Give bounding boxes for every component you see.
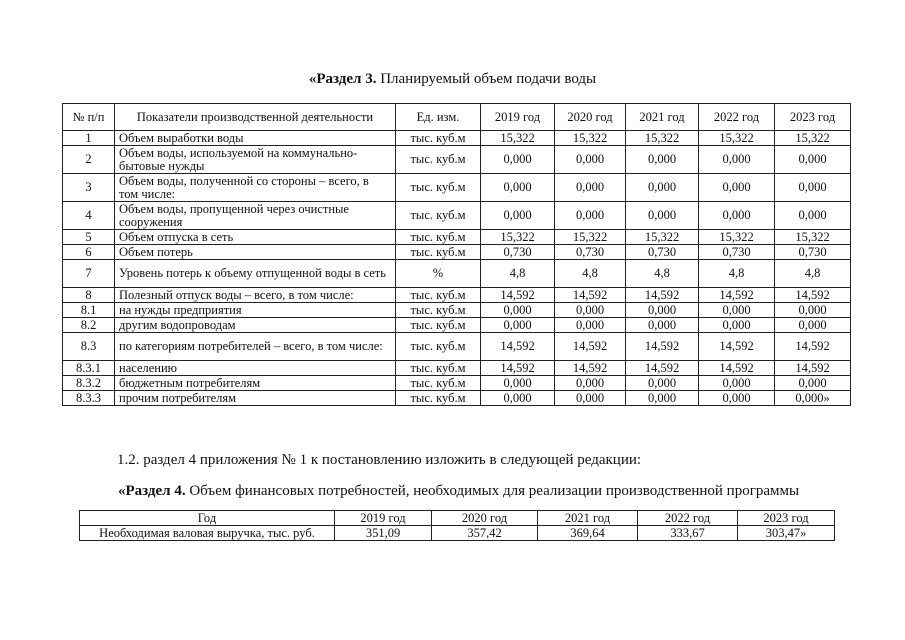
- table-row: [63, 260, 851, 288]
- section3-title-text: Планируемый объем подачи воды: [376, 71, 597, 87]
- row-value-2023: 0,000: [775, 318, 851, 333]
- value-2022: 333,67: [638, 526, 738, 541]
- row-value-2020: 0,000: [555, 146, 626, 174]
- value-2019: 351,09: [335, 526, 432, 541]
- table-header-row: [63, 104, 851, 131]
- row-value-2021: 0,000: [626, 202, 699, 230]
- row-value-2021: 0,000: [626, 303, 699, 318]
- row-value-2019: 0,000: [481, 391, 555, 406]
- row-value-2023: 0,730: [775, 245, 851, 260]
- row-value-2022: 0,000: [699, 376, 775, 391]
- row-value-2019: 0,000: [481, 174, 555, 202]
- row-value-2021: 15,322: [626, 131, 699, 146]
- header-2021: 2021 год: [626, 104, 699, 131]
- row-unit: тыс. куб.м: [396, 230, 481, 245]
- row-number: 8.1: [63, 303, 115, 318]
- row-value-2019: 0,000: [481, 146, 555, 174]
- row-indicator: Полезный отпуск воды – всего, в том числе:: [115, 288, 396, 303]
- section3-prefix: «Раздел 3.: [308, 71, 377, 87]
- row-value-2020: 0,000: [555, 303, 626, 318]
- table-row: [63, 245, 851, 260]
- row-unit: тыс. куб.м: [396, 303, 481, 318]
- row-unit: %: [396, 260, 481, 288]
- row-unit: тыс. куб.м: [396, 288, 481, 303]
- section3-title: [0, 71, 905, 88]
- financial-needs-table: [79, 510, 835, 541]
- row-number: 8.3: [63, 333, 115, 361]
- row-indicator: Объем воды, полученной со стороны – всего, в том числе:: [115, 174, 396, 202]
- row-value-2022: 14,592: [699, 361, 775, 376]
- row-value-2022: 14,592: [699, 333, 775, 361]
- row-unit: тыс. куб.м: [396, 202, 481, 230]
- row-value-2023: 15,322: [775, 131, 851, 146]
- row-value-2021: 14,592: [626, 361, 699, 376]
- row-value-2020: 0,730: [555, 245, 626, 260]
- row-value-2023: 14,592: [775, 288, 851, 303]
- header-2021: 2021 год: [538, 511, 638, 526]
- table-header-row: [80, 511, 835, 526]
- row-value-2022: 15,322: [699, 230, 775, 245]
- table-row: [63, 333, 851, 361]
- header-indicator: Показатели производственной деятельности: [115, 104, 396, 131]
- header-2020: 2020 год: [555, 104, 626, 131]
- row-value-2020: 14,592: [555, 288, 626, 303]
- row-value-2022: 0,000: [699, 202, 775, 230]
- row-indicator: прочим потребителям: [115, 391, 396, 406]
- header-year: Год: [80, 511, 335, 526]
- table-row: [63, 288, 851, 303]
- row-unit: тыс. куб.м: [396, 174, 481, 202]
- row-indicator: населению: [115, 361, 396, 376]
- row-value-2022: 0,000: [699, 303, 775, 318]
- water-supply-table: [62, 103, 851, 406]
- row-value-2019: 14,592: [481, 361, 555, 376]
- row-value-2021: 14,592: [626, 288, 699, 303]
- row-value-2022: 0,730: [699, 245, 775, 260]
- table-row: [63, 391, 851, 406]
- row-value-2023: 4,8: [775, 260, 851, 288]
- row-value-2023: 15,322: [775, 230, 851, 245]
- header-2023: 2023 год: [738, 511, 835, 526]
- row-value-2019: 0,000: [481, 318, 555, 333]
- row-indicator: Объем воды, пропущенной через очистные сооружения: [115, 202, 396, 230]
- row-unit: тыс. куб.м: [396, 318, 481, 333]
- row-value-2019: 14,592: [481, 333, 555, 361]
- section4-prefix: «Раздел 4.: [118, 483, 186, 499]
- header-unit: Ед. изм.: [396, 104, 481, 131]
- table-row: [63, 131, 851, 146]
- row-number: 8.3.2: [63, 376, 115, 391]
- row-value-2022: 0,000: [699, 174, 775, 202]
- table-row: [80, 526, 835, 541]
- value-2020: 357,42: [432, 526, 538, 541]
- row-number: 7: [63, 260, 115, 288]
- row-value-2023: 0,000: [775, 146, 851, 174]
- amendment-paragraph: 1.2. раздел 4 приложения № 1 к постановлению изложить в следующей редакции:: [117, 452, 642, 468]
- row-value-2020: 15,322: [555, 230, 626, 245]
- value-2021: 369,64: [538, 526, 638, 541]
- header-num: № п/п: [63, 104, 115, 131]
- row-indicator: Объем потерь: [115, 245, 396, 260]
- section4-title-text: Объем финансовых потребностей, необходимых для реализации производственной программы: [185, 483, 800, 499]
- row-indicator: Объем воды, используемой на коммунально-бытовые нужды: [115, 146, 396, 174]
- row-number: 8: [63, 288, 115, 303]
- row-indicator: другим водопроводам: [115, 318, 396, 333]
- row-value-2021: 0,000: [626, 376, 699, 391]
- row-value-2022: 15,322: [699, 131, 775, 146]
- header-2023: 2023 год: [775, 104, 851, 131]
- row-indicator: Объем выработки воды: [115, 131, 396, 146]
- table-row: [63, 361, 851, 376]
- row-number: 5: [63, 230, 115, 245]
- table-row: [63, 230, 851, 245]
- row-value-2019: 0,730: [481, 245, 555, 260]
- row-unit: тыс. куб.м: [396, 131, 481, 146]
- table-row: [63, 318, 851, 333]
- row-value-2023: 14,592: [775, 361, 851, 376]
- row-indicator: Объем отпуска в сеть: [115, 230, 396, 245]
- row-value-2019: 0,000: [481, 303, 555, 318]
- row-value-2019: 0,000: [481, 376, 555, 391]
- row-value-2020: 0,000: [555, 318, 626, 333]
- row-value-2021: 0,000: [626, 391, 699, 406]
- table-row: [63, 303, 851, 318]
- row-number: 8.3.1: [63, 361, 115, 376]
- row-unit: тыс. куб.м: [396, 333, 481, 361]
- row-value-2021: 0,000: [626, 146, 699, 174]
- header-2019: 2019 год: [335, 511, 432, 526]
- row-value-2021: 14,592: [626, 333, 699, 361]
- row-number: 1: [63, 131, 115, 146]
- row-value-2019: 0,000: [481, 202, 555, 230]
- row-number: 8.3.3: [63, 391, 115, 406]
- value-2023: 303,47»: [738, 526, 835, 541]
- section4-title: [118, 483, 799, 500]
- header-2022: 2022 год: [638, 511, 738, 526]
- row-value-2022: 0,000: [699, 391, 775, 406]
- header-2019: 2019 год: [481, 104, 555, 131]
- row-value-2020: 14,592: [555, 361, 626, 376]
- row-unit: тыс. куб.м: [396, 146, 481, 174]
- row-indicator: на нужды предприятия: [115, 303, 396, 318]
- header-2022: 2022 год: [699, 104, 775, 131]
- table-row: [63, 174, 851, 202]
- row-value-2023: 0,000: [775, 303, 851, 318]
- row-value-2020: 0,000: [555, 391, 626, 406]
- row-unit: тыс. куб.м: [396, 376, 481, 391]
- row-value-2021: 0,730: [626, 245, 699, 260]
- row-indicator: бюджетным потребителям: [115, 376, 396, 391]
- row-value-2020: 0,000: [555, 376, 626, 391]
- row-value-2023: 0,000»: [775, 391, 851, 406]
- row-value-2020: 4,8: [555, 260, 626, 288]
- table-row: [63, 376, 851, 391]
- row-value-2023: 0,000: [775, 376, 851, 391]
- row-value-2021: 4,8: [626, 260, 699, 288]
- row-label: Необходимая валовая выручка, тыс. руб.: [80, 526, 335, 541]
- row-value-2023: 14,592: [775, 333, 851, 361]
- row-value-2020: 14,592: [555, 333, 626, 361]
- row-value-2019: 15,322: [481, 230, 555, 245]
- row-indicator: Уровень потерь к объему отпущенной воды в сеть: [115, 260, 396, 288]
- row-value-2019: 15,322: [481, 131, 555, 146]
- row-value-2019: 14,592: [481, 288, 555, 303]
- row-unit: тыс. куб.м: [396, 391, 481, 406]
- row-number: 4: [63, 202, 115, 230]
- table-row: [63, 202, 851, 230]
- row-value-2020: 0,000: [555, 174, 626, 202]
- row-value-2021: 0,000: [626, 318, 699, 333]
- row-value-2023: 0,000: [775, 202, 851, 230]
- row-number: 3: [63, 174, 115, 202]
- row-value-2022: 14,592: [699, 288, 775, 303]
- row-value-2023: 0,000: [775, 174, 851, 202]
- row-indicator: по категориям потребителей – всего, в том числе:: [115, 333, 396, 361]
- row-value-2021: 0,000: [626, 174, 699, 202]
- row-value-2021: 15,322: [626, 230, 699, 245]
- table-row: [63, 146, 851, 174]
- row-number: 6: [63, 245, 115, 260]
- row-unit: тыс. куб.м: [396, 361, 481, 376]
- row-value-2020: 0,000: [555, 202, 626, 230]
- row-value-2022: 0,000: [699, 146, 775, 174]
- row-number: 8.2: [63, 318, 115, 333]
- row-value-2020: 15,322: [555, 131, 626, 146]
- row-unit: тыс. куб.м: [396, 245, 481, 260]
- row-number: 2: [63, 146, 115, 174]
- row-value-2022: 4,8: [699, 260, 775, 288]
- header-2020: 2020 год: [432, 511, 538, 526]
- row-value-2019: 4,8: [481, 260, 555, 288]
- row-value-2022: 0,000: [699, 318, 775, 333]
